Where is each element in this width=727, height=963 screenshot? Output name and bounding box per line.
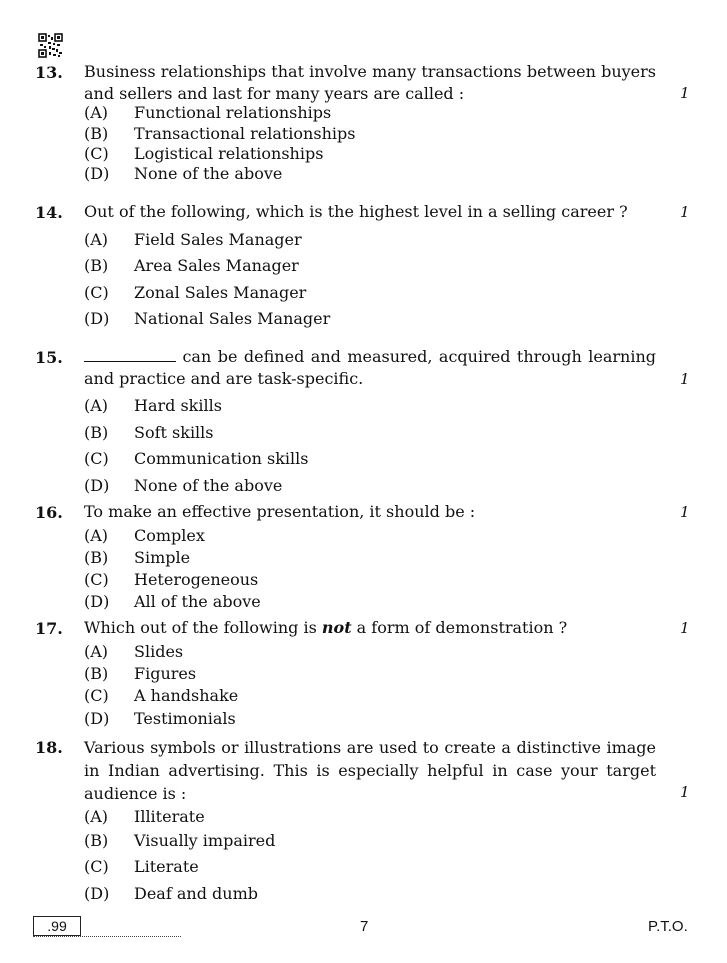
option-a: (A) Field Sales Manager [84,230,302,249]
marks: 1 [680,203,690,221]
emphasis-not: not [321,618,352,637]
option-c: (C) Logistical relationships [84,144,324,163]
question-stem: Out of the following, which is the highest level in a selling career ? [84,202,628,221]
question-number: 17. [35,619,63,638]
question-stem: Which out of the following is not a form of demonstration ? [84,618,568,637]
question-number: 14. [35,203,63,222]
option-b: (B) Soft skills [84,423,214,442]
marks: 1 [680,84,690,102]
question-stem: Business relationships that involve many transactions between buyers and sellers and last for many years are called : [84,62,656,103]
option-a: (A) Illiterate [84,807,205,826]
option-c: (C) A handshake [84,686,239,705]
please-turn-over: P.T.O. [648,918,688,935]
option-a: (A) Slides [84,642,184,661]
option-a: (A) Complex [84,526,205,545]
marks: 1 [680,503,690,521]
page-number: 7 [360,918,369,935]
question-stem: Various symbols or illustrations are used to create a distinctive image in Indian advertising. This is especially helpful in case your target audience is : [84,738,656,803]
marks: 1 [680,783,690,801]
option-d: (D) None of the above [84,476,283,495]
option-c: (C) Communication skills [84,449,309,468]
option-b: (B) Area Sales Manager [84,256,299,275]
qr-code-icon [38,33,63,58]
question-number: 15. [35,348,63,367]
fill-in-blank [84,349,176,362]
footer-rule [33,936,181,937]
option-b: (B) Figures [84,664,197,683]
option-c: (C) Heterogeneous [84,570,259,589]
marks: 1 [680,370,690,388]
question-number: 18. [35,738,63,757]
question-number: 13. [35,63,63,82]
option-d: (D) None of the above [84,164,283,183]
marks: 1 [680,619,690,637]
option-d: (D) Testimonials [84,709,236,728]
option-b: (B) Simple [84,548,191,567]
option-c: (C) Literate [84,857,199,876]
option-d: (D) National Sales Manager [84,309,331,328]
question-stem: To make an effective presentation, it should be : [84,502,476,521]
option-b: (B) Visually impaired [84,831,276,850]
option-a: (A) Functional relationships [84,103,332,122]
option-a: (A) Hard skills [84,396,222,415]
option-b: (B) Transactional relationships [84,124,356,143]
paper-code-box: .99 [33,916,81,936]
option-d: (D) Deaf and dumb [84,884,258,903]
option-c: (C) Zonal Sales Manager [84,283,307,302]
question-stem: can be defined and measured, acquired through learning and practice and are task-specific. [84,347,656,388]
option-d: (D) All of the above [84,592,261,611]
question-number: 16. [35,503,63,522]
